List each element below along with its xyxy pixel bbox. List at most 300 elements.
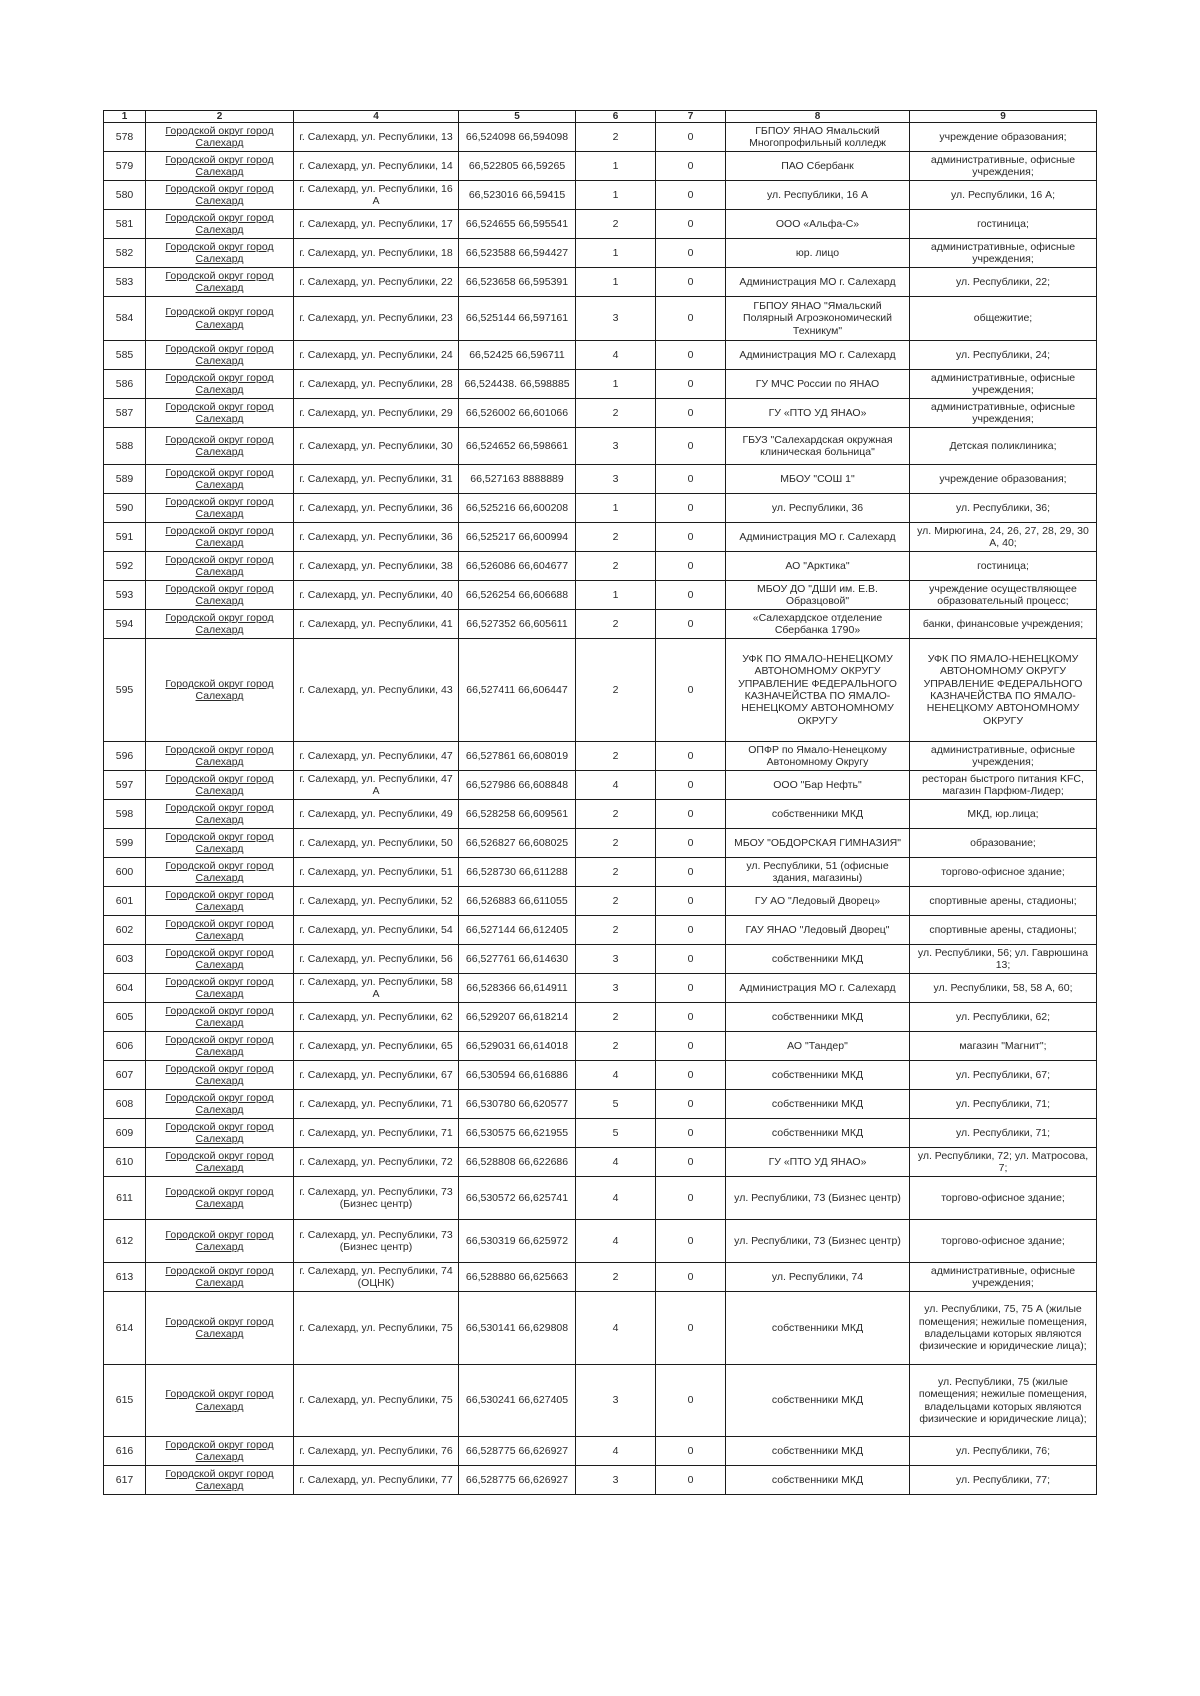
table-row <box>104 268 1097 297</box>
served-objects-cell: ул. Республики, 36; <box>910 494 1097 523</box>
district-cell: Городской округ город Салехард <box>146 552 294 581</box>
row-number-cell: 585 <box>104 341 146 370</box>
row-number-cell: 589 <box>104 465 146 494</box>
district-cell: Городской округ город Салехард <box>146 123 294 152</box>
address-cell: г. Салехард, ул. Республики, 36 <box>294 523 459 552</box>
served-objects-cell: ул. Республики, 62; <box>910 1003 1097 1032</box>
table-row <box>104 858 1097 887</box>
container-count-cell: 3 <box>576 945 656 974</box>
served-objects-cell: торгово-офисное здание; <box>910 1220 1097 1263</box>
coordinates-cell: 66,523588 66,594427 <box>459 239 576 268</box>
district-cell: Городской округ город Салехард <box>146 1220 294 1263</box>
coordinates-cell: 66,527411 66,606447 <box>459 639 576 742</box>
row-number-cell: 587 <box>104 399 146 428</box>
column-header: 1 <box>104 111 146 123</box>
coordinates-cell: 66,524438. 66,598885 <box>459 370 576 399</box>
row-number-cell: 616 <box>104 1437 146 1466</box>
row-number-cell: 605 <box>104 1003 146 1032</box>
column-header: 8 <box>726 111 910 123</box>
coordinates-cell: 66,525216 66,600208 <box>459 494 576 523</box>
table-row <box>104 239 1097 268</box>
district-cell: Городской округ город Салехард <box>146 152 294 181</box>
address-cell: г. Салехард, ул. Республики, 50 <box>294 829 459 858</box>
coordinates-cell: 66,526002 66,601066 <box>459 399 576 428</box>
container-count-cell: 4 <box>576 1220 656 1263</box>
district-cell: Городской округ город Салехард <box>146 181 294 210</box>
owner-cell: собственники МКД <box>726 1119 910 1148</box>
row-number-cell: 604 <box>104 974 146 1003</box>
served-objects-cell: образование; <box>910 829 1097 858</box>
served-objects-cell: ул. Республики, 16 А; <box>910 181 1097 210</box>
district-cell: Городской округ город Салехард <box>146 210 294 239</box>
district-cell: Городской округ город Салехард <box>146 1365 294 1437</box>
container-count-cell: 1 <box>576 239 656 268</box>
address-cell: г. Салехард, ул. Республики, 40 <box>294 581 459 610</box>
table-row <box>104 1177 1097 1220</box>
owner-cell: МБОУ "СОШ 1" <box>726 465 910 494</box>
district-cell: Городской округ город Салехард <box>146 1466 294 1495</box>
row-number-cell: 580 <box>104 181 146 210</box>
served-objects-cell: УФК ПО ЯМАЛО-НЕНЕЦКОМУ АВТОНОМНОМУ ОКРУГУ УПРАВЛЕНИЕ ФЕДЕРАЛЬНОГО КАЗНАЧЕЙСТВА ПО ЯМАЛО-НЕНЕЦКОМУ АВТОНОМНОМУ ОКРУГУ <box>910 639 1097 742</box>
served-objects-cell: ресторан быстрого питания KFC, магазин Парфюм-Лидер; <box>910 771 1097 800</box>
owner-cell: Администрация МО г. Салехард <box>726 974 910 1003</box>
owner-cell: АО "Тандер" <box>726 1032 910 1061</box>
container-count-cell: 4 <box>576 1177 656 1220</box>
table-row <box>104 1437 1097 1466</box>
coordinates-cell: 66,527761 66,614630 <box>459 945 576 974</box>
served-objects-cell: банки, финансовые учреждения; <box>910 610 1097 639</box>
column-7-cell: 0 <box>656 581 726 610</box>
container-count-cell: 1 <box>576 152 656 181</box>
served-objects-cell: ул. Республики, 67; <box>910 1061 1097 1090</box>
owner-cell: ГБПОУ ЯНАО Ямальский Многопрофильный колледж <box>726 123 910 152</box>
owner-cell: собственники МКД <box>726 800 910 829</box>
district-cell: Городской округ город Салехард <box>146 829 294 858</box>
row-number-cell: 582 <box>104 239 146 268</box>
address-cell: г. Салехард, ул. Республики, 41 <box>294 610 459 639</box>
row-number-cell: 611 <box>104 1177 146 1220</box>
coordinates-cell: 66,52425 66,596711 <box>459 341 576 370</box>
served-objects-cell: ул. Республики, 22; <box>910 268 1097 297</box>
container-count-cell: 2 <box>576 639 656 742</box>
district-cell: Городской округ город Салехард <box>146 341 294 370</box>
district-cell: Городской округ город Салехард <box>146 1148 294 1177</box>
address-cell: г. Салехард, ул. Республики, 47 <box>294 742 459 771</box>
table-row <box>104 771 1097 800</box>
column-7-cell: 0 <box>656 945 726 974</box>
table-row <box>104 552 1097 581</box>
table-row <box>104 152 1097 181</box>
served-objects-cell: торгово-офисное здание; <box>910 858 1097 887</box>
district-cell: Городской округ город Салехард <box>146 1003 294 1032</box>
coordinates-cell: 66,525217 66,600994 <box>459 523 576 552</box>
served-objects-cell: ул. Республики, 71; <box>910 1090 1097 1119</box>
district-cell: Городской округ город Салехард <box>146 639 294 742</box>
address-cell: г. Салехард, ул. Республики, 24 <box>294 341 459 370</box>
table-row <box>104 1003 1097 1032</box>
coordinates-cell: 66,526883 66,611055 <box>459 887 576 916</box>
served-objects-cell: административные, офисные учреждения; <box>910 239 1097 268</box>
address-cell: г. Салехард, ул. Республики, 38 <box>294 552 459 581</box>
owner-cell: ГУ МЧС России по ЯНАО <box>726 370 910 399</box>
table-row <box>104 800 1097 829</box>
served-objects-cell: гостиница; <box>910 210 1097 239</box>
owner-cell: УФК ПО ЯМАЛО-НЕНЕЦКОМУ АВТОНОМНОМУ ОКРУГУ УПРАВЛЕНИЕ ФЕДЕРАЛЬНОГО КАЗНАЧЕЙСТВА ПО ЯМАЛО-НЕНЕЦКОМУ АВТОНОМНОМУ ОКРУГУ <box>726 639 910 742</box>
column-header: 4 <box>294 111 459 123</box>
coordinates-cell: 66,530575 66,621955 <box>459 1119 576 1148</box>
coordinates-cell: 66,528730 66,611288 <box>459 858 576 887</box>
row-number-cell: 583 <box>104 268 146 297</box>
column-7-cell: 0 <box>656 552 726 581</box>
container-count-cell: 2 <box>576 1003 656 1032</box>
address-cell: г. Салехард, ул. Республики, 76 <box>294 1437 459 1466</box>
address-cell: г. Салехард, ул. Республики, 43 <box>294 639 459 742</box>
served-objects-cell: магазин "Магнит"; <box>910 1032 1097 1061</box>
served-objects-cell: административные, офисные учреждения; <box>910 152 1097 181</box>
table-row <box>104 370 1097 399</box>
coordinates-cell: 66,528880 66,625663 <box>459 1263 576 1292</box>
address-cell: г. Салехард, ул. Республики, 71 <box>294 1090 459 1119</box>
column-7-cell: 0 <box>656 1148 726 1177</box>
row-number-cell: 579 <box>104 152 146 181</box>
coordinates-cell: 66,526827 66,608025 <box>459 829 576 858</box>
coordinates-cell: 66,530594 66,616886 <box>459 1061 576 1090</box>
container-count-cell: 5 <box>576 1090 656 1119</box>
owner-cell: ПАО Сбербанк <box>726 152 910 181</box>
address-cell: г. Салехард, ул. Республики, 56 <box>294 945 459 974</box>
container-count-cell: 2 <box>576 742 656 771</box>
address-cell: г. Салехард, ул. Республики, 54 <box>294 916 459 945</box>
container-count-cell: 4 <box>576 1437 656 1466</box>
owner-cell: МБОУ ДО "ДШИ им. Е.В. Образцовой" <box>726 581 910 610</box>
served-objects-cell: административные, офисные учреждения; <box>910 399 1097 428</box>
row-number-cell: 581 <box>104 210 146 239</box>
row-number-cell: 584 <box>104 297 146 341</box>
address-cell: г. Салехард, ул. Республики, 47 А <box>294 771 459 800</box>
table-row <box>104 465 1097 494</box>
address-cell: г. Салехард, ул. Республики, 36 <box>294 494 459 523</box>
coordinates-cell: 66,530241 66,627405 <box>459 1365 576 1437</box>
table-row <box>104 341 1097 370</box>
column-7-cell: 0 <box>656 268 726 297</box>
district-cell: Городской округ город Салехард <box>146 297 294 341</box>
coordinates-cell: 66,529207 66,618214 <box>459 1003 576 1032</box>
coordinates-cell: 66,527861 66,608019 <box>459 742 576 771</box>
column-7-cell: 0 <box>656 1437 726 1466</box>
table-row <box>104 887 1097 916</box>
column-7-cell: 0 <box>656 494 726 523</box>
served-objects-cell: учреждение осуществляющее образовательный процесс; <box>910 581 1097 610</box>
table-row <box>104 581 1097 610</box>
district-cell: Городской округ город Салехард <box>146 1090 294 1119</box>
owner-cell: ул. Республики, 36 <box>726 494 910 523</box>
column-7-cell: 0 <box>656 639 726 742</box>
container-sites-table <box>103 110 1097 1495</box>
address-cell: г. Салехард, ул. Республики, 75 <box>294 1365 459 1437</box>
address-cell: г. Салехард, ул. Республики, 28 <box>294 370 459 399</box>
column-7-cell: 0 <box>656 123 726 152</box>
table-row <box>104 1220 1097 1263</box>
coordinates-cell: 66,526086 66,604677 <box>459 552 576 581</box>
address-cell: г. Салехард, ул. Республики, 72 <box>294 1148 459 1177</box>
column-7-cell: 0 <box>656 428 726 465</box>
column-7-cell: 0 <box>656 742 726 771</box>
address-cell: г. Салехард, ул. Республики, 67 <box>294 1061 459 1090</box>
column-header: 2 <box>146 111 294 123</box>
column-7-cell: 0 <box>656 1003 726 1032</box>
container-count-cell: 2 <box>576 123 656 152</box>
container-count-cell: 2 <box>576 829 656 858</box>
table-row <box>104 1365 1097 1437</box>
address-cell: г. Салехард, ул. Республики, 73 (Бизнес центр) <box>294 1220 459 1263</box>
district-cell: Городской округ город Салехард <box>146 1032 294 1061</box>
container-count-cell: 2 <box>576 800 656 829</box>
coordinates-cell: 66,527144 66,612405 <box>459 916 576 945</box>
table-body <box>104 123 1097 1495</box>
container-count-cell: 4 <box>576 1148 656 1177</box>
coordinates-cell: 66,522805 66,59265 <box>459 152 576 181</box>
column-header: 5 <box>459 111 576 123</box>
owner-cell: ГУ «ПТО УД ЯНАО» <box>726 1148 910 1177</box>
address-cell: г. Салехард, ул. Республики, 16 А <box>294 181 459 210</box>
column-7-cell: 0 <box>656 974 726 1003</box>
owner-cell: ОПФР по Ямало-Ненецкому Автономному Округу <box>726 742 910 771</box>
container-count-cell: 1 <box>576 581 656 610</box>
column-7-cell: 0 <box>656 1292 726 1365</box>
table-row <box>104 523 1097 552</box>
table-row <box>104 639 1097 742</box>
district-cell: Городской округ город Салехард <box>146 399 294 428</box>
coordinates-cell: 66,528775 66,626927 <box>459 1437 576 1466</box>
column-header: 7 <box>656 111 726 123</box>
column-7-cell: 0 <box>656 239 726 268</box>
container-count-cell: 3 <box>576 297 656 341</box>
coordinates-cell: 66,524655 66,595541 <box>459 210 576 239</box>
coordinates-cell: 66,524652 66,598661 <box>459 428 576 465</box>
served-objects-cell: спортивные арены, стадионы; <box>910 916 1097 945</box>
served-objects-cell: административные, офисные учреждения; <box>910 370 1097 399</box>
coordinates-cell: 66,530780 66,620577 <box>459 1090 576 1119</box>
district-cell: Городской округ город Салехард <box>146 1437 294 1466</box>
container-count-cell: 2 <box>576 610 656 639</box>
column-7-cell: 0 <box>656 181 726 210</box>
coordinates-cell: 66,526254 66,606688 <box>459 581 576 610</box>
table-row <box>104 210 1097 239</box>
owner-cell: юр. лицо <box>726 239 910 268</box>
column-7-cell: 0 <box>656 1365 726 1437</box>
district-cell: Городской округ город Салехард <box>146 610 294 639</box>
address-cell: г. Салехард, ул. Республики, 73 (Бизнес центр) <box>294 1177 459 1220</box>
district-cell: Городской округ город Салехард <box>146 268 294 297</box>
address-cell: г. Салехард, ул. Республики, 65 <box>294 1032 459 1061</box>
container-count-cell: 4 <box>576 1292 656 1365</box>
served-objects-cell: ул. Республики, 77; <box>910 1466 1097 1495</box>
container-count-cell: 2 <box>576 887 656 916</box>
coordinates-cell: 66,530141 66,629808 <box>459 1292 576 1365</box>
district-cell: Городской округ город Салехард <box>146 887 294 916</box>
column-7-cell: 0 <box>656 1220 726 1263</box>
owner-cell: ГБПОУ ЯНАО "Ямальский Полярный Агроэкономический Техникум" <box>726 297 910 341</box>
served-objects-cell: учреждение образования; <box>910 123 1097 152</box>
district-cell: Городской округ город Салехард <box>146 465 294 494</box>
served-objects-cell: МКД, юр.лица; <box>910 800 1097 829</box>
coordinates-cell: 66,530572 66,625741 <box>459 1177 576 1220</box>
column-header: 6 <box>576 111 656 123</box>
table-row <box>104 181 1097 210</box>
row-number-cell: 617 <box>104 1466 146 1495</box>
coordinates-cell: 66,523658 66,595391 <box>459 268 576 297</box>
row-number-cell: 607 <box>104 1061 146 1090</box>
owner-cell: Администрация МО г. Салехард <box>726 523 910 552</box>
column-7-cell: 0 <box>656 829 726 858</box>
container-count-cell: 5 <box>576 1119 656 1148</box>
row-number-cell: 609 <box>104 1119 146 1148</box>
row-number-cell: 594 <box>104 610 146 639</box>
district-cell: Городской округ город Салехард <box>146 1177 294 1220</box>
served-objects-cell: ул. Республики, 72; ул. Матросова, 7; <box>910 1148 1097 1177</box>
container-count-cell: 2 <box>576 523 656 552</box>
table-row <box>104 1090 1097 1119</box>
address-cell: г. Салехард, ул. Республики, 18 <box>294 239 459 268</box>
column-7-cell: 0 <box>656 858 726 887</box>
container-count-cell: 3 <box>576 465 656 494</box>
container-count-cell: 2 <box>576 210 656 239</box>
row-number-cell: 612 <box>104 1220 146 1263</box>
address-cell: г. Салехард, ул. Республики, 77 <box>294 1466 459 1495</box>
owner-cell: собственники МКД <box>726 1090 910 1119</box>
row-number-cell: 596 <box>104 742 146 771</box>
table-row <box>104 1119 1097 1148</box>
row-number-cell: 602 <box>104 916 146 945</box>
row-number-cell: 606 <box>104 1032 146 1061</box>
table-row <box>104 123 1097 152</box>
district-cell: Городской округ город Салехард <box>146 974 294 1003</box>
row-number-cell: 591 <box>104 523 146 552</box>
table-row <box>104 428 1097 465</box>
address-cell: г. Салехард, ул. Республики, 52 <box>294 887 459 916</box>
column-7-cell: 0 <box>656 800 726 829</box>
served-objects-cell: ул. Республики, 24; <box>910 341 1097 370</box>
column-7-cell: 0 <box>656 210 726 239</box>
table-row <box>104 610 1097 639</box>
column-7-cell: 0 <box>656 523 726 552</box>
served-objects-cell: ул. Республики, 76; <box>910 1437 1097 1466</box>
column-7-cell: 0 <box>656 399 726 428</box>
district-cell: Городской округ город Салехард <box>146 771 294 800</box>
coordinates-cell: 66,529031 66,614018 <box>459 1032 576 1061</box>
district-cell: Городской округ город Салехард <box>146 1263 294 1292</box>
row-number-cell: 608 <box>104 1090 146 1119</box>
district-cell: Городской округ город Салехард <box>146 239 294 268</box>
table-header-row <box>104 111 1097 123</box>
coordinates-cell: 66,527352 66,605611 <box>459 610 576 639</box>
container-count-cell: 2 <box>576 399 656 428</box>
district-cell: Городской округ город Салехард <box>146 428 294 465</box>
served-objects-cell: торгово-офисное здание; <box>910 1177 1097 1220</box>
table-row <box>104 974 1097 1003</box>
container-count-cell: 1 <box>576 494 656 523</box>
row-number-cell: 593 <box>104 581 146 610</box>
container-count-cell: 4 <box>576 341 656 370</box>
address-cell: г. Салехард, ул. Республики, 30 <box>294 428 459 465</box>
column-7-cell: 0 <box>656 1177 726 1220</box>
row-number-cell: 600 <box>104 858 146 887</box>
column-7-cell: 0 <box>656 771 726 800</box>
district-cell: Городской округ город Салехард <box>146 523 294 552</box>
table-row <box>104 1032 1097 1061</box>
container-count-cell: 1 <box>576 370 656 399</box>
row-number-cell: 603 <box>104 945 146 974</box>
row-number-cell: 598 <box>104 800 146 829</box>
owner-cell: АО "Арктика" <box>726 552 910 581</box>
coordinates-cell: 66,523016 66,59415 <box>459 181 576 210</box>
container-count-cell: 3 <box>576 428 656 465</box>
owner-cell: ГБУЗ "Салехардская окружная клиническая больница" <box>726 428 910 465</box>
district-cell: Городской округ город Салехард <box>146 858 294 887</box>
served-objects-cell: ул. Республики, 71; <box>910 1119 1097 1148</box>
column-7-cell: 0 <box>656 887 726 916</box>
address-cell: г. Салехард, ул. Республики, 49 <box>294 800 459 829</box>
container-count-cell: 2 <box>576 1032 656 1061</box>
served-objects-cell: административные, офисные учреждения; <box>910 1263 1097 1292</box>
address-cell: г. Салехард, ул. Республики, 74 (ОЦНК) <box>294 1263 459 1292</box>
column-7-cell: 0 <box>656 297 726 341</box>
column-7-cell: 0 <box>656 610 726 639</box>
table-row <box>104 945 1097 974</box>
table-row <box>104 494 1097 523</box>
district-cell: Городской округ город Салехард <box>146 581 294 610</box>
container-count-cell: 1 <box>576 181 656 210</box>
column-7-cell: 0 <box>656 152 726 181</box>
table-row <box>104 297 1097 341</box>
owner-cell: ГУ АО "Ледовый Дворец» <box>726 887 910 916</box>
district-cell: Городской округ город Салехард <box>146 494 294 523</box>
container-count-cell: 4 <box>576 1061 656 1090</box>
address-cell: г. Салехард, ул. Республики, 62 <box>294 1003 459 1032</box>
coordinates-cell: 66,527163 8888889 <box>459 465 576 494</box>
coordinates-cell: 66,527986 66,608848 <box>459 771 576 800</box>
column-7-cell: 0 <box>656 916 726 945</box>
row-number-cell: 599 <box>104 829 146 858</box>
row-number-cell: 592 <box>104 552 146 581</box>
owner-cell: ГАУ ЯНАО "Ледовый Дворец" <box>726 916 910 945</box>
owner-cell: собственники МКД <box>726 1365 910 1437</box>
owner-cell: собственники МКД <box>726 945 910 974</box>
coordinates-cell: 66,528808 66,622686 <box>459 1148 576 1177</box>
owner-cell: «Салехардское отделение Сбербанка 1790» <box>726 610 910 639</box>
served-objects-cell: ул. Республики, 58, 58 А, 60; <box>910 974 1097 1003</box>
table-row <box>104 1148 1097 1177</box>
owner-cell: ул. Республики, 74 <box>726 1263 910 1292</box>
row-number-cell: 590 <box>104 494 146 523</box>
row-number-cell: 613 <box>104 1263 146 1292</box>
row-number-cell: 595 <box>104 639 146 742</box>
district-cell: Городской округ город Салехард <box>146 1119 294 1148</box>
column-7-cell: 0 <box>656 1032 726 1061</box>
address-cell: г. Салехард, ул. Республики, 14 <box>294 152 459 181</box>
owner-cell: ул. Республики, 51 (офисные здания, магазины) <box>726 858 910 887</box>
container-count-cell: 3 <box>576 1365 656 1437</box>
address-cell: г. Салехард, ул. Республики, 23 <box>294 297 459 341</box>
district-cell: Городской округ город Салехард <box>146 945 294 974</box>
row-number-cell: 586 <box>104 370 146 399</box>
address-cell: г. Салехард, ул. Республики, 51 <box>294 858 459 887</box>
served-objects-cell: ул. Мирюгина, 24, 26, 27, 28, 29, 30 А, 40; <box>910 523 1097 552</box>
table-row <box>104 742 1097 771</box>
address-cell: г. Салехард, ул. Республики, 13 <box>294 123 459 152</box>
column-7-cell: 0 <box>656 1263 726 1292</box>
table-row <box>104 1061 1097 1090</box>
